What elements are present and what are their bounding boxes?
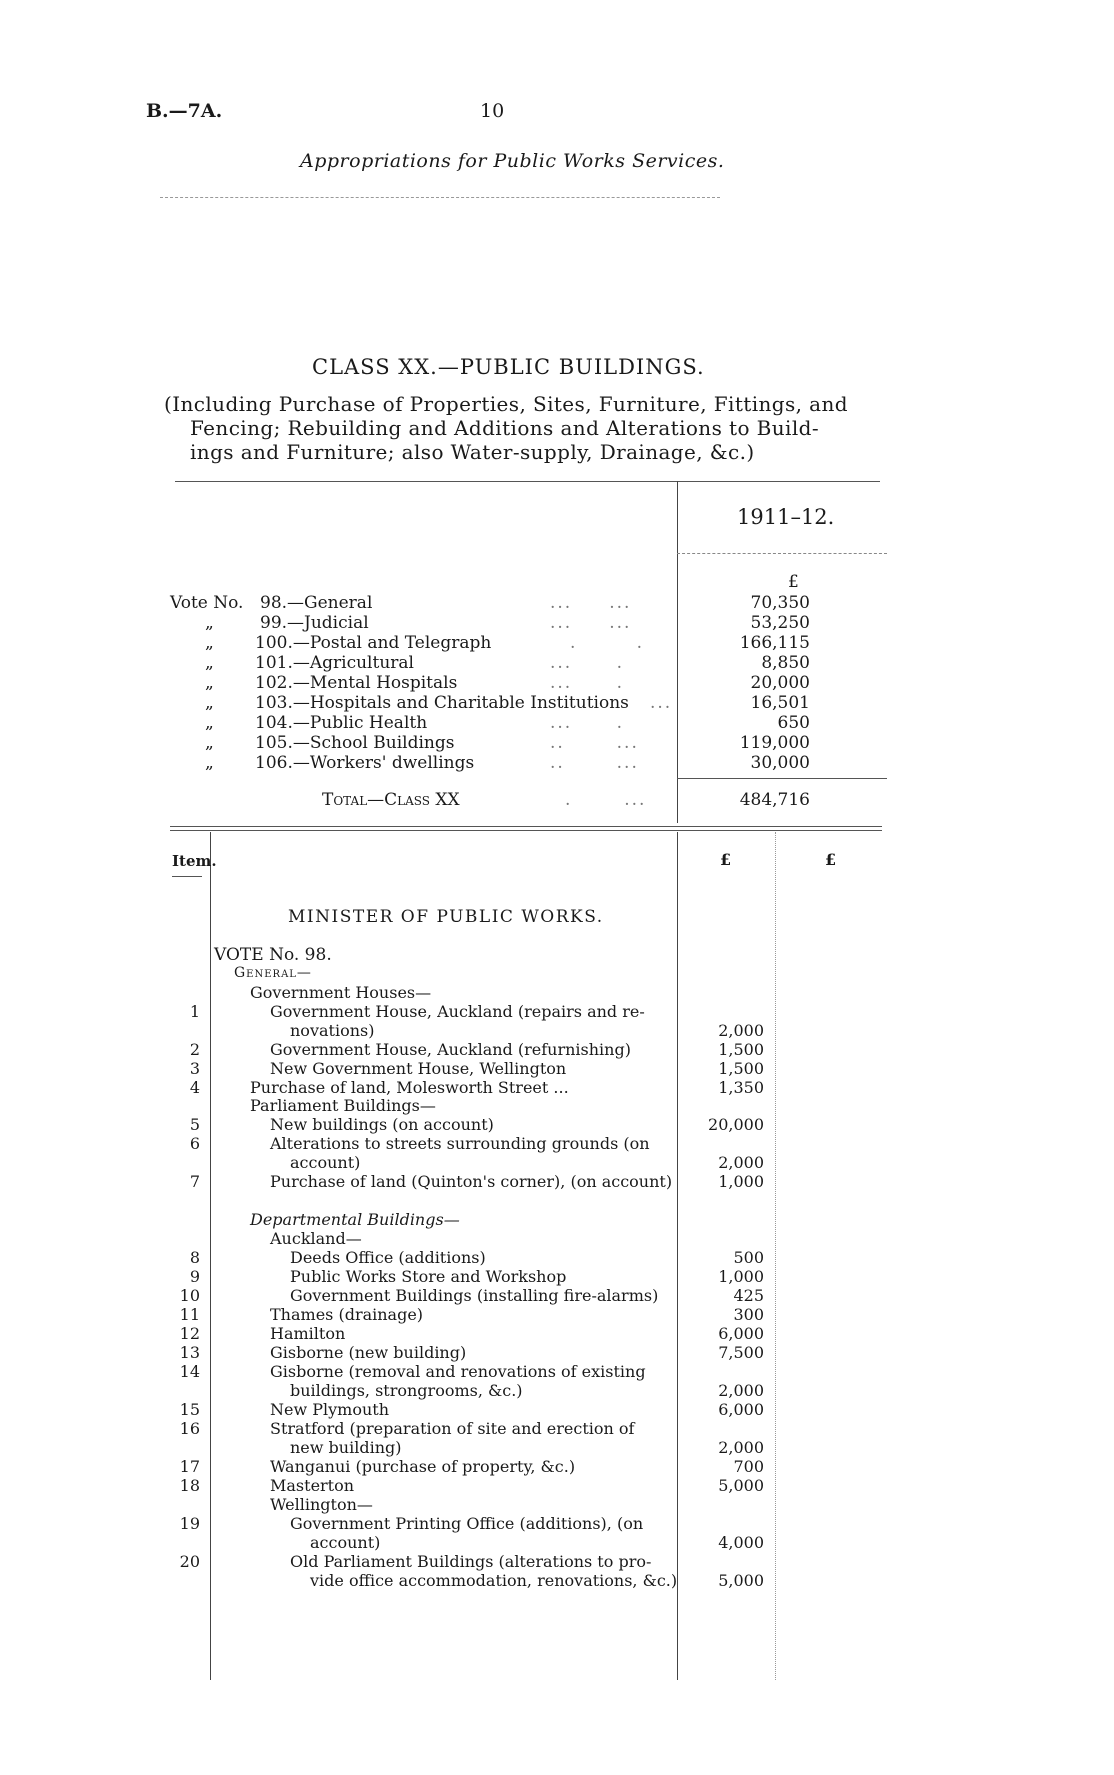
vote-amount: 119,000 [739,733,810,753]
parliament-buildings-heading: Parliament Buildings— [250,1096,436,1115]
running-title: Appropriations for Public Works Services. [300,150,725,172]
vote-row [170,613,820,633]
vote-amount: 53,250 [750,613,810,633]
fiscal-year: 1911–12. [737,505,835,529]
item-description: Government Printing Office (additions), (on [290,1514,644,1533]
vote-prefix: „ [205,713,214,733]
item-description: Public Works Store and Workshop [290,1267,567,1286]
item-number: 1 [189,1002,200,1021]
subtotal-rule [677,778,887,779]
vote-label: 104.—Public Health [255,713,428,733]
item-amount: 7,500 [718,1343,764,1362]
item-description: Gisborne (new building) [270,1343,467,1362]
item-amount: 2,000 [718,1438,764,1457]
vote-row [170,713,820,733]
item-amount: 425 [733,1286,764,1305]
vote-label: 98.—General [260,593,373,613]
item-amount: 20,000 [708,1115,764,1134]
vote-prefix: „ [205,733,214,753]
item-number: 9 [189,1267,200,1286]
vote-prefix: „ [205,693,214,713]
item-number: 6 [189,1134,200,1153]
item-number: 8 [189,1248,200,1267]
item-number: 2 [189,1040,200,1059]
header-rule [160,197,720,198]
item-description: Government House, Auckland (refurnishing) [270,1040,631,1059]
item-amount: 1,500 [718,1040,764,1059]
item-description: Government House, Auckland (repairs and re- [270,1002,645,1021]
item-amount: 2,000 [718,1381,764,1400]
item-amount: 1,500 [718,1059,764,1078]
item-number: 15 [179,1400,200,1419]
item-column-rule [210,832,211,1680]
item-description-continued: buildings, strongrooms, &c.) [290,1381,523,1400]
vote-label: 99.—Judicial [260,613,369,633]
item-description: Alterations to streets surrounding grounds (on [270,1134,650,1153]
vote-heading: VOTE No. 98. [214,945,332,965]
column-header-item: Item. [172,852,217,870]
vote-amount: 70,350 [750,593,810,613]
item-description: Old Parliament Buildings (alterations to pro- [290,1552,652,1571]
item-description: Government Buildings (installing fire-alarms) [290,1286,659,1305]
leader-dots: ... ... [550,593,632,613]
vote-prefix: Vote No. [170,593,244,613]
item-amount: 5,000 [718,1571,764,1590]
vote-row [170,653,820,673]
vote-label: 101.—Agricultural [255,653,414,673]
item-amount: 700 [733,1457,764,1476]
item-description: Gisborne (removal and renovations of existing [270,1362,646,1381]
item-description: New Government House, Wellington [270,1059,567,1078]
item-description-continued: account) [290,1153,361,1172]
item-amount: 2,000 [718,1021,764,1040]
header-underline [172,876,202,877]
class-title: CLASS XX.—PUBLIC BUILDINGS. [312,355,705,379]
leader-dots: ... . [550,713,625,733]
leader-dots: ... ... [550,613,632,633]
vote-row [170,673,820,693]
vote-prefix: „ [205,753,214,773]
item-number: 20 [179,1552,200,1571]
item-number: 16 [179,1419,200,1438]
item-description: Thames (drainage) [270,1305,424,1324]
item-number: 11 [179,1305,200,1324]
item-amount: 1,000 [718,1172,764,1191]
item-number: 13 [179,1343,200,1362]
year-rule [677,553,887,554]
vote-label: 105.—School Buildings [255,733,455,753]
item-description: Hamilton [270,1324,346,1343]
item-amount: 6,000 [718,1324,764,1343]
wellington-heading: Wellington— [270,1495,373,1514]
vote-amount: 650 [777,713,810,733]
class-subtitle-line-3: ings and Furniture; also Water-supply, Drainage, &c.) [190,440,755,464]
item-number: 10 [179,1286,200,1305]
item-number: 5 [189,1115,200,1134]
section-double-rule-top [170,826,882,827]
item-description: Deeds Office (additions) [290,1248,486,1267]
auckland-heading: Auckland— [270,1229,362,1248]
item-description: New Plymouth [270,1400,390,1419]
vote-amount: 30,000 [750,753,810,773]
item-description: New buildings (on account) [270,1115,494,1134]
vote-row [170,633,820,653]
item-description-continued: novations) [290,1021,375,1040]
vote-label: 106.—Workers' dwellings [255,753,475,773]
vote-prefix: „ [205,633,214,653]
vote-amount: 8,850 [761,653,810,673]
vote-row [170,733,820,753]
item-amount: 2,000 [718,1153,764,1172]
leader-dots: . ... [565,790,647,810]
leader-dots: .. ... [550,733,639,753]
vote-row [170,593,820,613]
vote-amount: 166,115 [739,633,810,653]
item-number: 14 [179,1362,200,1381]
item-number: 17 [179,1457,200,1476]
item-amount: 1,350 [718,1078,764,1097]
item-amount: 5,000 [718,1476,764,1495]
item-number: 3 [189,1059,200,1078]
item-amount: 6,000 [718,1400,764,1419]
item-description-continued: account) [310,1533,381,1552]
vote-row [170,693,820,713]
government-houses-heading: Government Houses— [250,983,432,1002]
vote-row [170,753,820,773]
departmental-buildings-heading: Departmental Buildings— [250,1210,460,1229]
vote-prefix: „ [205,653,214,673]
item-amount: 300 [733,1305,764,1324]
column-header-pound: £ [825,850,837,869]
class-subtitle-line-1: (Including Purchase of Properties, Sites, Furniture, Fittings, and [164,392,848,416]
leader-dots: ... [650,693,673,713]
vote-amount: 16,501 [750,693,810,713]
item-description: Stratford (preparation of site and erection of [270,1419,635,1438]
item-number: 18 [179,1476,200,1495]
vote-prefix: „ [205,613,214,633]
item-number: 7 [189,1172,200,1191]
section-double-rule-bottom [170,830,882,831]
item-amount: 1,000 [718,1267,764,1286]
leader-dots: .. ... [550,753,639,773]
vote-prefix: „ [205,673,214,693]
amount-column-rule [677,832,678,1680]
vote-amount: 20,000 [750,673,810,693]
item-description: Purchase of land, Molesworth Street ... [250,1078,569,1097]
item-number: 12 [179,1324,200,1343]
minister-heading: MINISTER OF PUBLIC WORKS. [288,907,604,927]
page-number: 10 [480,100,505,122]
total-label: Total—Class XX [322,790,460,810]
item-description-continued: new building) [290,1438,402,1457]
item-amount: 4,000 [718,1533,764,1552]
vote-label: 102.—Mental Hospitals [255,673,458,693]
leader-dots: ... . [550,673,625,693]
class-subtitle-line-2: Fencing; Rebuilding and Additions and Alterations to Build- [190,416,819,440]
item-description: Wanganui (purchase of property, &c.) [270,1457,576,1476]
vote-label: 100.—Postal and Telegraph [255,633,492,653]
currency-symbol: £ [788,572,799,592]
second-amount-column-rule [775,832,776,1680]
item-description: Purchase of land (Quinton's corner), (on account) [270,1172,673,1191]
class-rule [175,481,880,482]
general-heading: General— [234,965,312,981]
item-number: 19 [179,1514,200,1533]
leader-dots: . . [570,633,645,653]
item-description-continued: vide office accommodation, renovations, &c.) [310,1571,678,1590]
item-number: 4 [189,1078,200,1097]
total-amount: 484,716 [739,790,810,810]
column-header-pound: £ [720,850,732,869]
item-amount: 500 [733,1248,764,1267]
document-reference: B.—7A. [146,100,223,122]
item-description: Masterton [270,1476,355,1495]
vote-label: 103.—Hospitals and Charitable Institutions [255,693,629,713]
leader-dots: ... . [550,653,625,673]
